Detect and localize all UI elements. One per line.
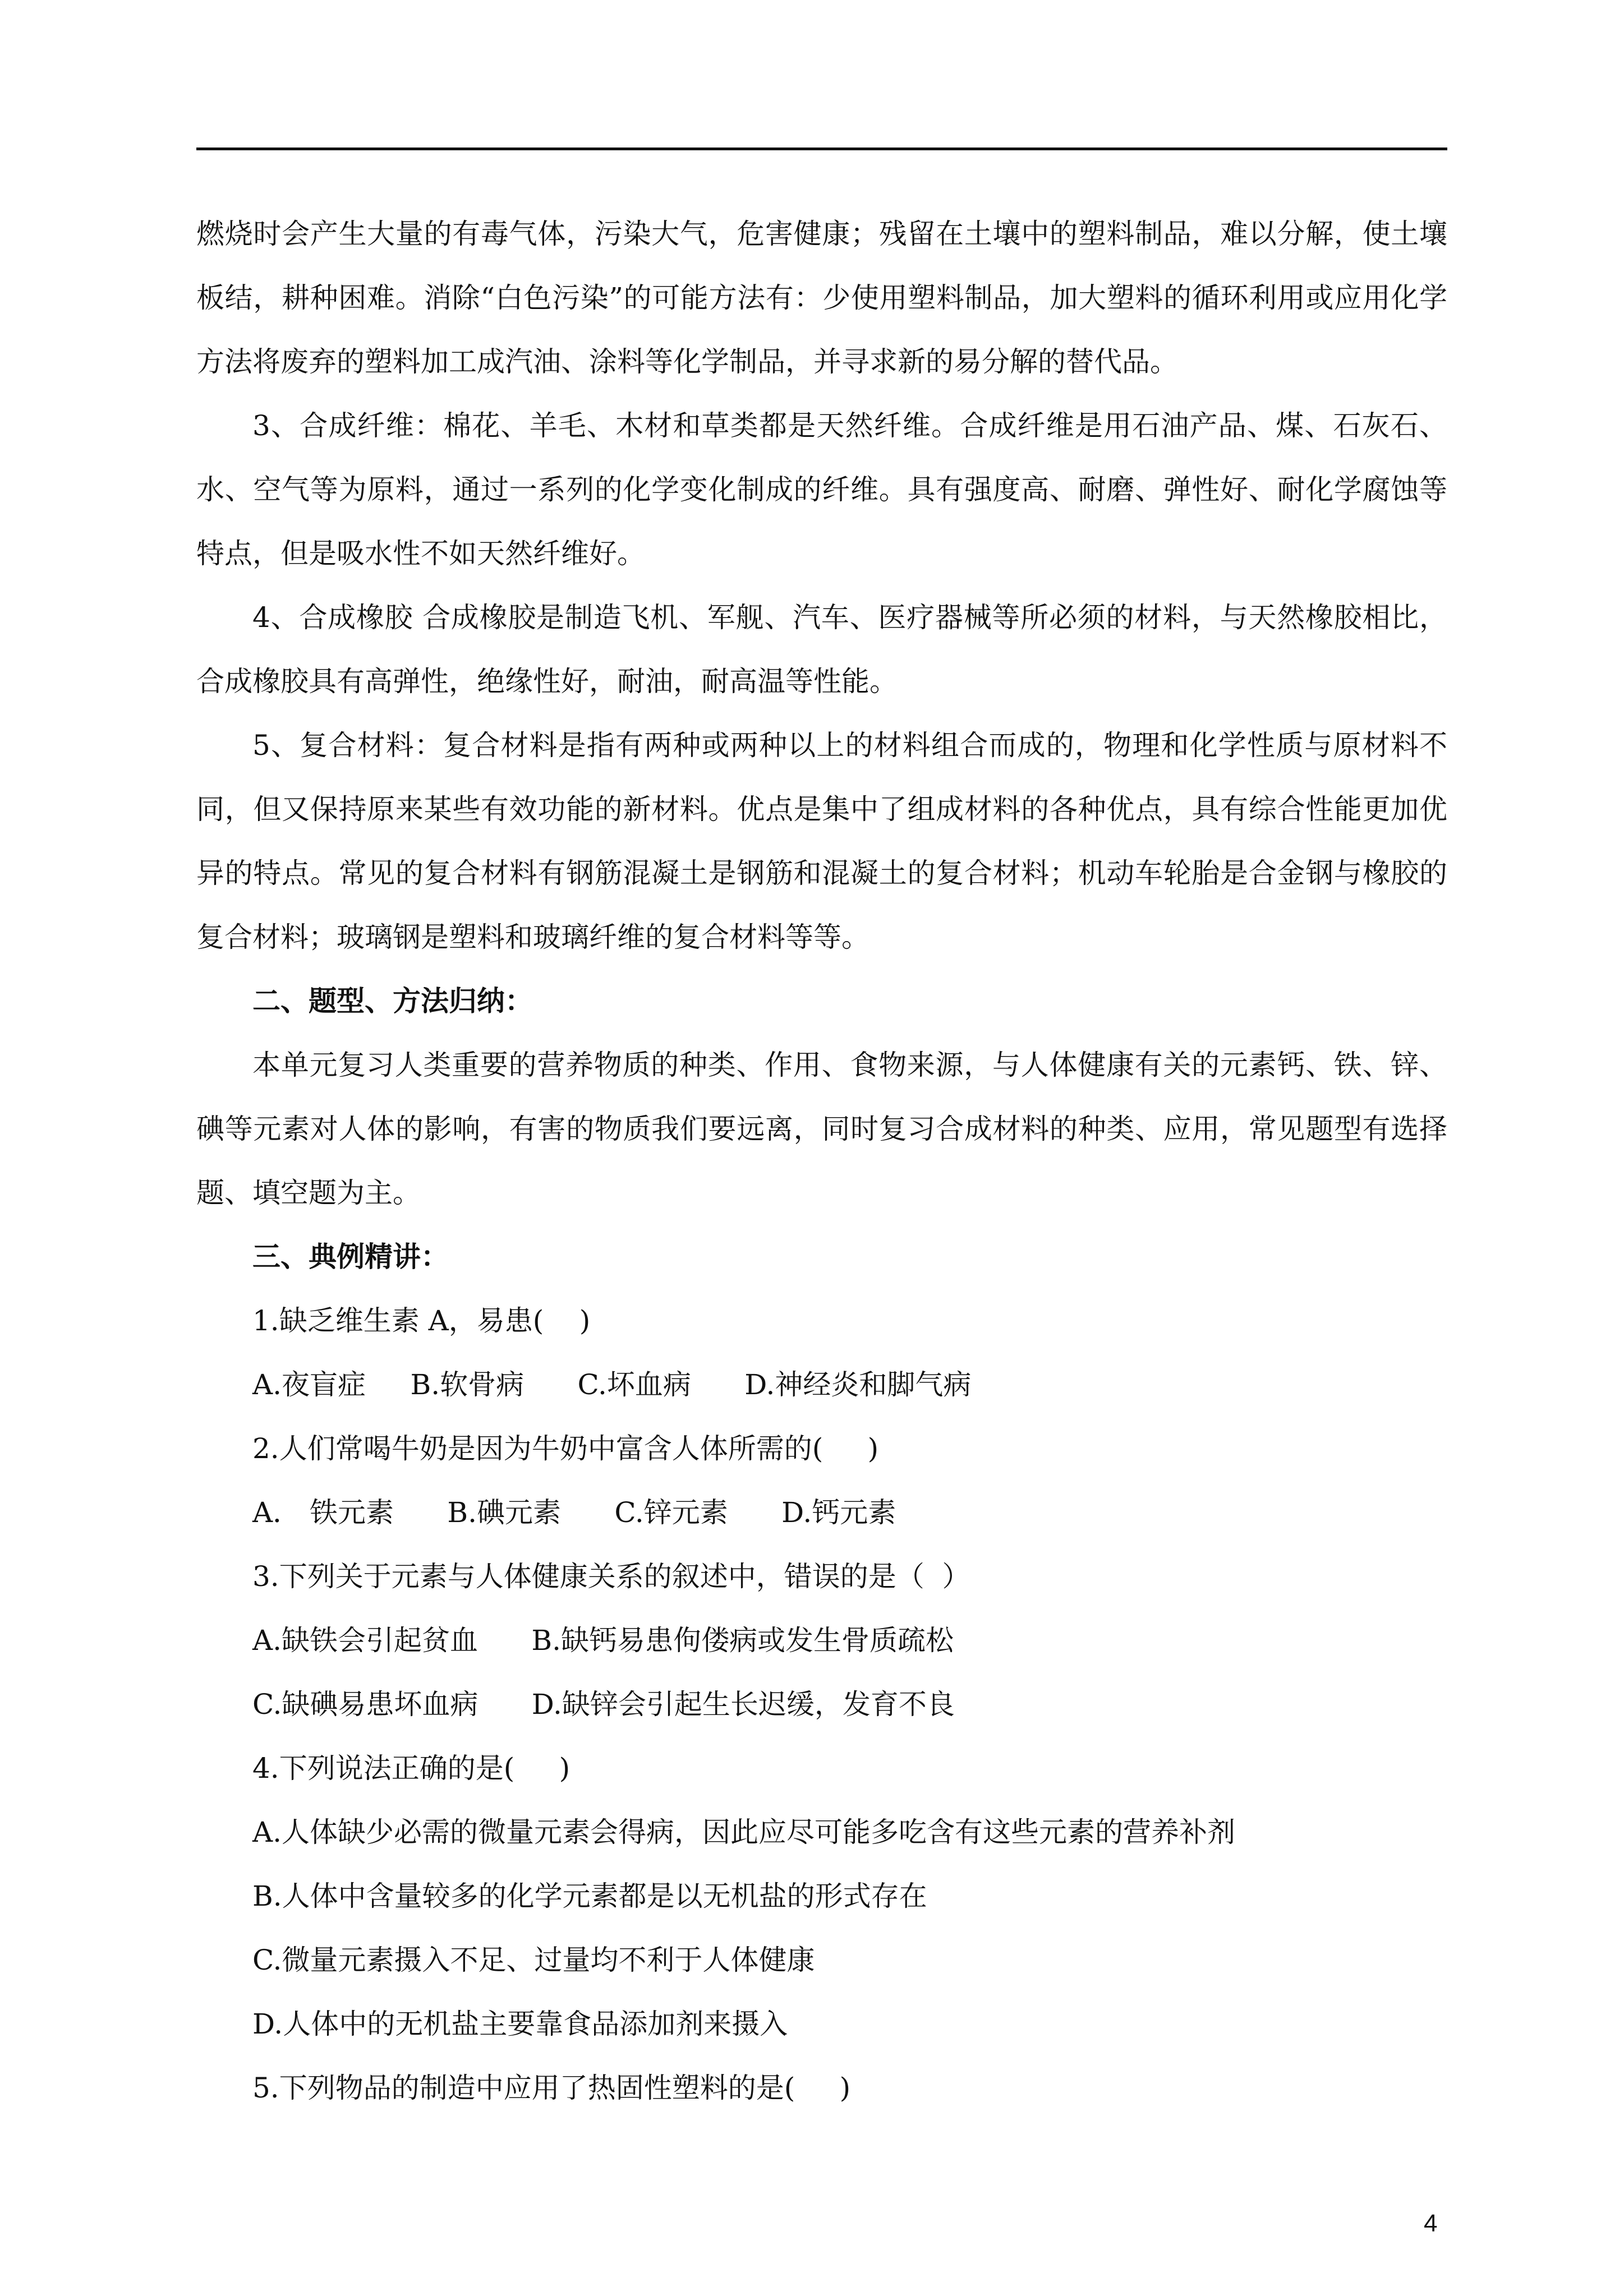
question-4: 4.下列说法正确的是( )	[252, 1752, 571, 1785]
question-3-options-ab: A.缺铁会引起贫血 B.缺钙易患佝偻病或发生骨质疏松	[252, 1624, 954, 1657]
question-5: 5.下列物品的制造中应用了热固性塑料的是( )	[252, 2072, 851, 2104]
page-content	[196, 202, 1447, 2120]
question-3-options-cd: C.缺碘易患坏血病 D.缺锌会引起生长迟缓，发育不良	[252, 1688, 955, 1721]
paragraph-composite-materials: 5、复合材料：复合材料是指有两种或两种以上的材料组合而成的，物理和化学性质与原材料不同，但又保持原来某些有效功能的新材料。优点是集中了组成材料的各种优点，具有综合性能更加优异的特点。常见的复合材料有钢筋混凝土是钢筋和混凝土的复合材料；机动车轮胎是合金钢与橡胶的复合材料；玻璃钢是塑料和玻璃纤维的复合材料等等。	[196, 729, 1447, 953]
question-4-option-a: A.人体缺少必需的微量元素会得病，因此应尽可能多吃含有这些元素的营养补剂	[252, 1816, 1236, 1848]
question-2-options: A． 铁元素 B.碘元素 C.锌元素 D.钙元素	[252, 1496, 896, 1529]
question-4-option-b: B.人体中含量较多的化学元素都是以无机盐的形式存在	[252, 1880, 927, 1912]
section-heading-question-types: 二、题型、方法归纳：	[252, 985, 533, 1017]
paragraph-white-pollution: 燃烧时会产生大量的有毒气体，污染大气，危害健康；残留在土壤中的塑料制品，难以分解，使土壤板结，耕种困难。消除“白色污染”的可能方法有：少使用塑料制品，加大塑料的循环利用或应用化学方法将废弃的塑料加工成汽油、涂料等化学制品，并寻求新的易分解的替代品。	[196, 218, 1447, 378]
question-2: 2.人们常喝牛奶是因为牛奶中富含人体所需的( )	[252, 1432, 879, 1465]
question-3: 3.下列关于元素与人体健康关系的叙述中，错误的是（ ）	[252, 1560, 970, 1593]
paragraph-unit-review: 本单元复习人类重要的营养物质的种类、作用、食物来源，与人体健康有关的元素钙、铁、锌、碘等元素对人体的影响，有害的物质我们要远离，同时复习合成材料的种类、应用，常见题型有选择题、填空题为主。	[196, 1049, 1447, 1209]
section-heading-examples: 三、典例精讲：	[252, 1241, 449, 1273]
question-4-option-d: D.人体中的无机盐主要靠食品添加剂来摄入	[252, 2008, 788, 2040]
paragraph-synthetic-fiber: 3、合成纤维：棉花、羊毛、木材和草类都是天然纤维。合成纤维是用石油产品、煤、石灰石、水、空气等为原料，通过一系列的化学变化制成的纤维。具有强度高、耐磨、弹性好、耐化学腐蚀等特点，但是吸水性不如天然纤维好。	[196, 409, 1447, 570]
page-number: 4	[1424, 2210, 1438, 2237]
question-1-options: A.夜盲症 B.软骨病 C.坏血病 D.神经炎和脚气病	[252, 1368, 972, 1401]
question-1: 1.缺乏维生素 A，易患( )	[252, 1304, 591, 1337]
question-4-option-c: C.微量元素摄入不足、过量均不利于人体健康	[252, 1944, 815, 1976]
paragraph-synthetic-rubber: 4、合成橡胶 合成橡胶是制造飞机、军舰、汽车、医疗器械等所必须的材料，与天然橡胶相比，合成橡胶具有高弹性，绝缘性好，耐油，耐高温等性能。	[196, 601, 1447, 698]
header-rule	[196, 147, 1447, 150]
